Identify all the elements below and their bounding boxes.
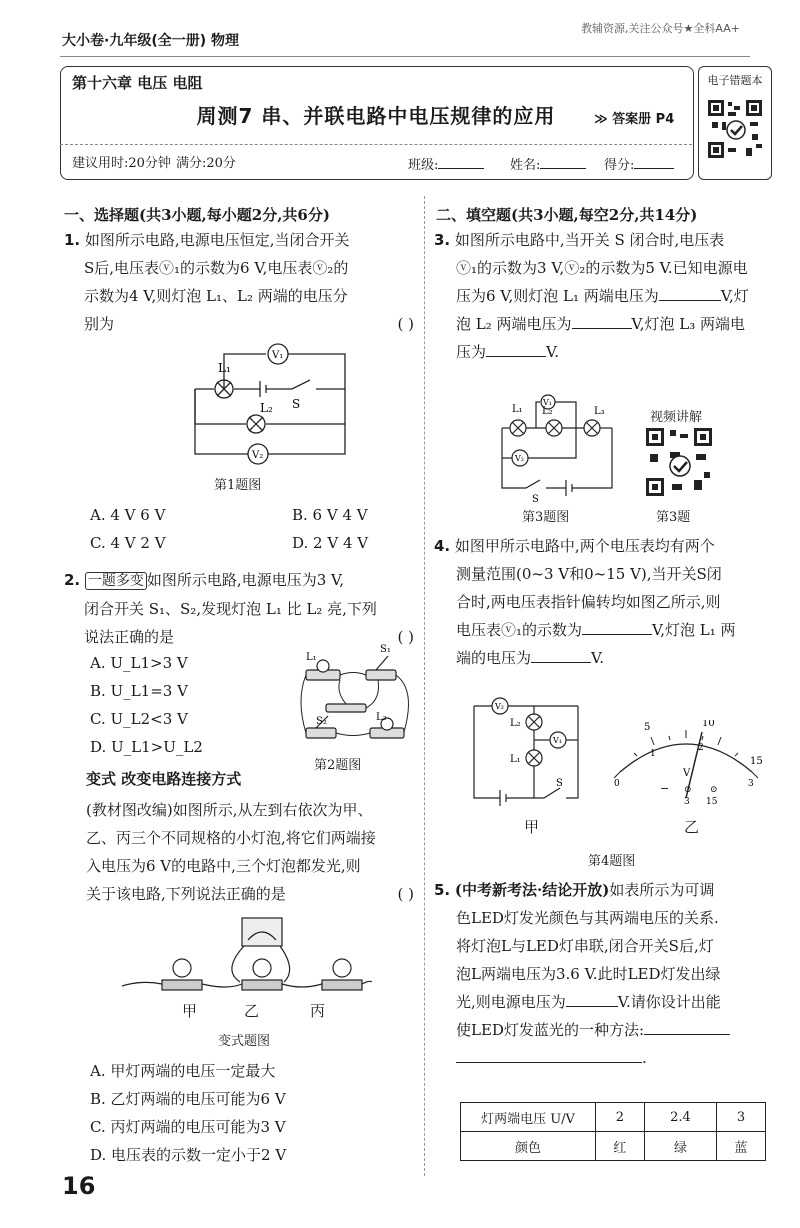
- table-row: [461, 1132, 766, 1161]
- svg-text:S: S: [292, 397, 301, 411]
- q3-caption: 第3题图: [522, 510, 570, 525]
- q2-option-d[interactable]: D. U_L1>U_L2: [90, 738, 203, 756]
- svg-text:S₂: S₂: [316, 716, 327, 727]
- table-row: [461, 1103, 766, 1132]
- svg-text:2: 2: [698, 743, 704, 753]
- svg-text:S: S: [556, 778, 563, 789]
- q1-circuit-diagram: [180, 334, 360, 474]
- svg-text:L₁: L₁: [218, 361, 231, 375]
- chapter-title: 第十六章 电压 电阻: [72, 74, 203, 92]
- svg-text:L₂: L₂: [260, 401, 273, 415]
- full-score: 满分:20分: [176, 156, 236, 171]
- variant-circuit-diagram: [122, 910, 372, 998]
- q3-qr-caption: 第3题: [656, 510, 691, 525]
- q4-circuit-diagram: [470, 690, 590, 806]
- svg-text:V₂: V₂: [495, 702, 504, 711]
- q5-tag: (中考新考法·结论开放): [454, 881, 610, 899]
- q3-blank-3[interactable]: [486, 340, 546, 357]
- variant-answer-paren[interactable]: ( ): [397, 885, 414, 903]
- svg-text:V₁: V₁: [553, 736, 562, 745]
- svg-text:3: 3: [748, 779, 754, 789]
- svg-text:L₃: L₃: [594, 406, 605, 417]
- table-cell: 3: [717, 1103, 766, 1132]
- svg-text:V₂: V₂: [515, 454, 524, 463]
- svg-text:15: 15: [750, 756, 763, 767]
- suggested-time: 建议用时:20分钟: [72, 156, 171, 171]
- q3-qr-code-icon[interactable]: [644, 426, 714, 498]
- q1-option-c[interactable]: C. 4 V 2 V: [90, 534, 166, 552]
- q5-blank-1[interactable]: [566, 990, 618, 1007]
- table-header-color: 颜色: [461, 1132, 596, 1161]
- svg-text:S₁: S₁: [380, 644, 391, 655]
- qr-code-icon[interactable]: [706, 92, 764, 168]
- table-cell: 2: [596, 1103, 645, 1132]
- q3-circuit-diagram: [496, 392, 626, 502]
- q1-number: 1.: [64, 231, 81, 249]
- question-5: 5. (中考新考法·结论开放)如表所示为可调 色LED灯发光颜色与其两端电压的关系. 将灯泡L与LED灯串联,闭合开关S后,灯 泡L两端电压为3.6 V.此时LED灯发出绿 光,则电源电压为 V.请你设计出能 使LED灯发蓝光的一种方法: .: [434, 876, 780, 1072]
- svg-text:L₁: L₁: [510, 754, 521, 765]
- svg-text:10: 10: [702, 720, 715, 729]
- page-number: 16: [62, 1172, 96, 1200]
- variant-caption: 变式题图: [218, 1034, 271, 1049]
- answer-reference: ≫ 答案册 P4: [594, 112, 675, 127]
- variant-option-a[interactable]: A. 甲灯两端的电压一定最大: [90, 1062, 276, 1080]
- svg-text:5: 5: [644, 722, 651, 733]
- section-choice-title: 一、选择题(共3小题,每小题2分,共6分): [64, 206, 330, 224]
- variant-option-b[interactable]: B. 乙灯两端的电压可能为6 V: [90, 1090, 286, 1108]
- svg-text:L₁: L₁: [512, 404, 523, 415]
- q3-blank-2[interactable]: [572, 312, 632, 329]
- book-header: 大小卷·九年级(全一册) 物理: [62, 33, 239, 49]
- header-rule: [60, 56, 750, 57]
- q4-caption: 第4题图: [588, 854, 636, 869]
- q2-circuit-photo: [296, 640, 420, 750]
- question-1: 1. 如图所示电路,电源电压恒定,当闭合开关 S后,电压表ⓥ₁的示数为6 V,电压表ⓥ₂的 示数为4 V,则灯泡 L₁、L₂ 两端的电压分 别为 ( ): [64, 226, 414, 338]
- q2-option-c[interactable]: C. U_L2<3 V: [90, 710, 188, 728]
- q2-caption: 第2题图: [314, 758, 362, 773]
- q1-option-b[interactable]: B. 6 V 4 V: [292, 506, 368, 524]
- promo-text: 教辅资源,关注公众号★全科AA+: [581, 22, 740, 35]
- column-divider: [424, 196, 425, 1176]
- svg-text:V₁: V₁: [272, 350, 284, 361]
- q5-blank-3[interactable]: [456, 1046, 642, 1063]
- section-fill-title: 二、填空题(共3小题,每空2分,共14分): [436, 206, 698, 224]
- led-voltage-table: [460, 1102, 766, 1161]
- svg-text:1: 1: [650, 749, 656, 759]
- q1-caption: 第1题图: [214, 478, 262, 493]
- svg-text:15: 15: [706, 797, 718, 807]
- variant-option-d[interactable]: D. 电压表的示数一定小于2 V: [90, 1146, 287, 1164]
- class-field[interactable]: 班级:: [408, 152, 484, 173]
- q2-option-b[interactable]: B. U_L1=3 V: [90, 682, 188, 700]
- qr-label: 电子错题本: [707, 74, 763, 87]
- q4-blank-2[interactable]: [531, 646, 591, 663]
- svg-text:−: −: [660, 782, 670, 795]
- q1-answer-paren[interactable]: ( ): [397, 315, 414, 333]
- svg-text:⊙: ⊙: [684, 785, 692, 795]
- test-title: 周测7 串、并联电路中电压规律的应用: [196, 104, 556, 128]
- label-jia-fig: 甲: [524, 818, 540, 836]
- svg-text:L₂: L₂: [376, 712, 387, 723]
- svg-text:L₂: L₂: [542, 406, 553, 417]
- question-4: 4. 如图甲所示电路中,两个电压表均有两个 测量范围(0~3 V和0~15 V),当开关S闭 合时,两电压表指针偏转均如图乙所示,则 电压表ⓥ₁的示数为 V,灯泡 L₁ 两 端的电压为 V.: [434, 537, 736, 667]
- label-yi-fig: 乙: [684, 818, 700, 836]
- q1-option-d[interactable]: D. 2 V 4 V: [292, 534, 369, 552]
- q4-voltmeter-dial: [606, 720, 766, 810]
- svg-text:V₁: V₁: [543, 398, 552, 407]
- variant-question: (教材图改编)如图所示,从左到右依次为甲、 乙、丙三个不同规格的小灯泡,将它们两端接 入电压为6 V的电路中,三个灯泡都发光,则 关于该电路,下列说法正确的是 ( ): [86, 796, 414, 908]
- variant-option-c[interactable]: C. 丙灯两端的电压可能为3 V: [90, 1118, 286, 1136]
- variant-tag: 一题多变: [85, 572, 147, 590]
- q1-option-a[interactable]: A. 4 V 6 V: [90, 506, 166, 524]
- q2-answer-paren[interactable]: ( ): [397, 628, 414, 646]
- label-jia: 甲: [182, 1002, 198, 1020]
- svg-text:L₂: L₂: [510, 718, 521, 729]
- svg-text:V₂: V₂: [252, 450, 264, 461]
- svg-text:0: 0: [614, 779, 620, 789]
- svg-text:V: V: [683, 768, 691, 779]
- variant-title: 变式 改变电路连接方式: [86, 770, 242, 788]
- q2-option-a[interactable]: A. U_L1>3 V: [90, 654, 188, 672]
- label-yi: 乙: [244, 1002, 260, 1020]
- name-field[interactable]: 姓名:: [510, 152, 586, 173]
- question-3: 3. 如图所示电路中,当开关 S 闭合时,电压表 ⓥ₁的示数为3 V,ⓥ₂的示数为5 V.已知电源电 压为6 V,则灯泡 L₁ 两端电压为 V,灯 泡 L₂ 两端电压为 V,灯泡 L₃ 两端电 压为 V.: [434, 231, 749, 361]
- svg-text:3: 3: [684, 797, 690, 807]
- table-cell: 红: [596, 1132, 645, 1161]
- svg-text:⊙: ⊙: [710, 785, 718, 795]
- info-rule: [60, 144, 692, 146]
- q3-blank-1[interactable]: [659, 284, 721, 301]
- svg-text:L₁: L₁: [306, 652, 317, 663]
- q4-blank-1[interactable]: [582, 618, 652, 635]
- table-cell: 2.4: [644, 1103, 716, 1132]
- label-bing: 丙: [310, 1002, 326, 1020]
- q5-blank-2[interactable]: [644, 1018, 730, 1035]
- table-cell: 蓝: [717, 1132, 766, 1161]
- score-field[interactable]: 得分:: [604, 152, 674, 173]
- question-2: 2. 一题多变 如图所示电路,电源电压为3 V, 闭合开关 S₁、S₂,发现灯泡 L₁ 比 L₂ 亮,下列 说法正确的是 ( ): [64, 566, 414, 651]
- table-header-voltage: 灯两端电压 U/V: [461, 1103, 596, 1132]
- svg-text:S: S: [532, 494, 539, 502]
- table-cell: 绿: [644, 1132, 716, 1161]
- video-label: 视频讲解: [650, 410, 703, 425]
